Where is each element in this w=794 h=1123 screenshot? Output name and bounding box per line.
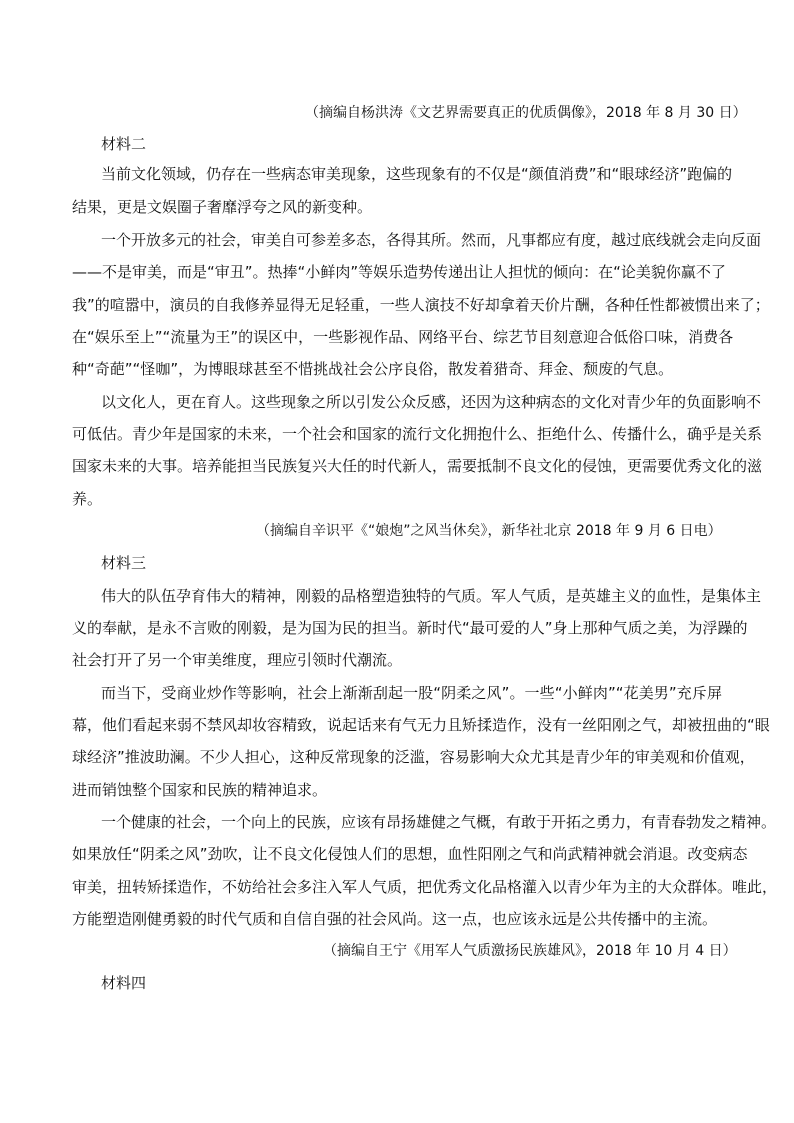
text-line: ——不是审美，而是“审丑”。热捧“小鲜肉”等娱乐造势传递出让人担忧的倾向：在“论美貌你赢不了 [72,263,726,281]
citation-material-2: （摘编自辛识平《“娘炮”之风当休矣》，新华社北京 2018 年 9 月 6 日电） [256,523,722,539]
text-line: 审美，扭转矫揉造作，不妨给社会多注入军人气质，把优秀文化品格灌入以青少年为主的大众群体。唯此， [72,878,778,896]
text-line: 方能塑造刚健勇毅的时代气质和自信自强的社会风尚。这一点，也应该永远是公共传播中的主流。 [72,910,718,928]
heading-material-2: 材料二 [101,135,147,153]
text-line: 进而销蚀整个国家和民族的精神追求。 [72,781,328,799]
text-line: 结果，更是文娱圈子奢靡浮夸之风的新变种。 [72,198,373,216]
text-line: 如果放任“阴柔之风”劲吹，让不良文化侵蚀人们的思想，血性阳刚之气和尚武精神就会消退。改变病态 [72,845,748,863]
citation-material-1: （摘编自杨洪涛《文艺界需要真正的优质偶像》，2018 年 8 月 30 日） [305,105,747,121]
citation-material-3: （摘编自王宁《用军人气质激扬民族雄风》，2018 年 10 月 4 日） [323,943,737,959]
heading-material-4: 材料四 [101,974,147,992]
text-line: 而当下，受商业炒作等影响，社会上渐渐刮起一股“阴柔之风”。一些“小鲜肉”“花美男”充斥屏 [101,684,722,702]
text-line: 一个健康的社会，一个向上的民族，应该有昂扬雄健之气概，有敢于开拓之勇力，有青春勃发之精神。 [101,813,777,831]
text-line: 可低估。青少年是国家的未来，一个社会和国家的流行文化拥抱什么、拒绝什么、传播什么，确乎是关系 [72,425,763,443]
text-line: 当前文化领域，仍存在一些病态审美现象，这些现象有的不仅是“颜值消费”和“眼球经济”跑偏的 [101,165,733,183]
text-line: 我”的喧嚣中，演员的自我修养显得无足轻重，一些人演技不好却拿着天价片酬，各种任性都被惯出来了； [72,296,770,314]
text-line: 养。 [72,490,103,508]
text-line: 以文化人，更在育人。这些现象之所以引发公众反感，还因为这种病态的文化对青少年的负面影响不 [101,393,762,411]
text-line: 义的奉献，是永不言败的刚毅，是为国为民的担当。新时代“最可爱的人”身上那种气质之美，为浮躁的 [72,619,748,637]
text-line: 幕，他们看起来弱不禁风却妆容精致，说起话来有气无力且矫揉造作，没有一丝阳刚之气，却被扭曲的“眼 [72,716,770,734]
text-line: 一个开放多元的社会，审美自可参差多态，各得其所。然而，凡事都应有度，越过底线就会走向反面 [101,231,762,249]
text-line: 种“奇葩”“怪咖”，为博眼球甚至不惜挑战社会公序良俗，散发着猎奇、拜金、颓废的气息。 [72,360,674,378]
text-line: 社会打开了另一个审美维度，理应引领时代潮流。 [72,651,403,669]
text-line: 在“娱乐至上”“流量为王”的误区中，一些影视作品、网络平台、综艺节目刻意迎合低俗口味，消费各 [72,328,734,346]
text-line: 国家未来的大事。培养能担当民族复兴大任的时代新人，需要抵制不良文化的侵蚀，更需要优秀文化的滋 [72,457,763,475]
heading-material-3: 材料三 [101,554,147,572]
text-line: 伟大的队伍孕育伟大的精神，刚毅的品格塑造独特的气质。军人气质，是英雄主义的血性，是集体主 [101,587,762,605]
text-line: 球经济”推波助澜。不少人担心，这种反常现象的泛滥，容易影响大众尤其是青少年的审美观和价值观， [72,748,755,766]
